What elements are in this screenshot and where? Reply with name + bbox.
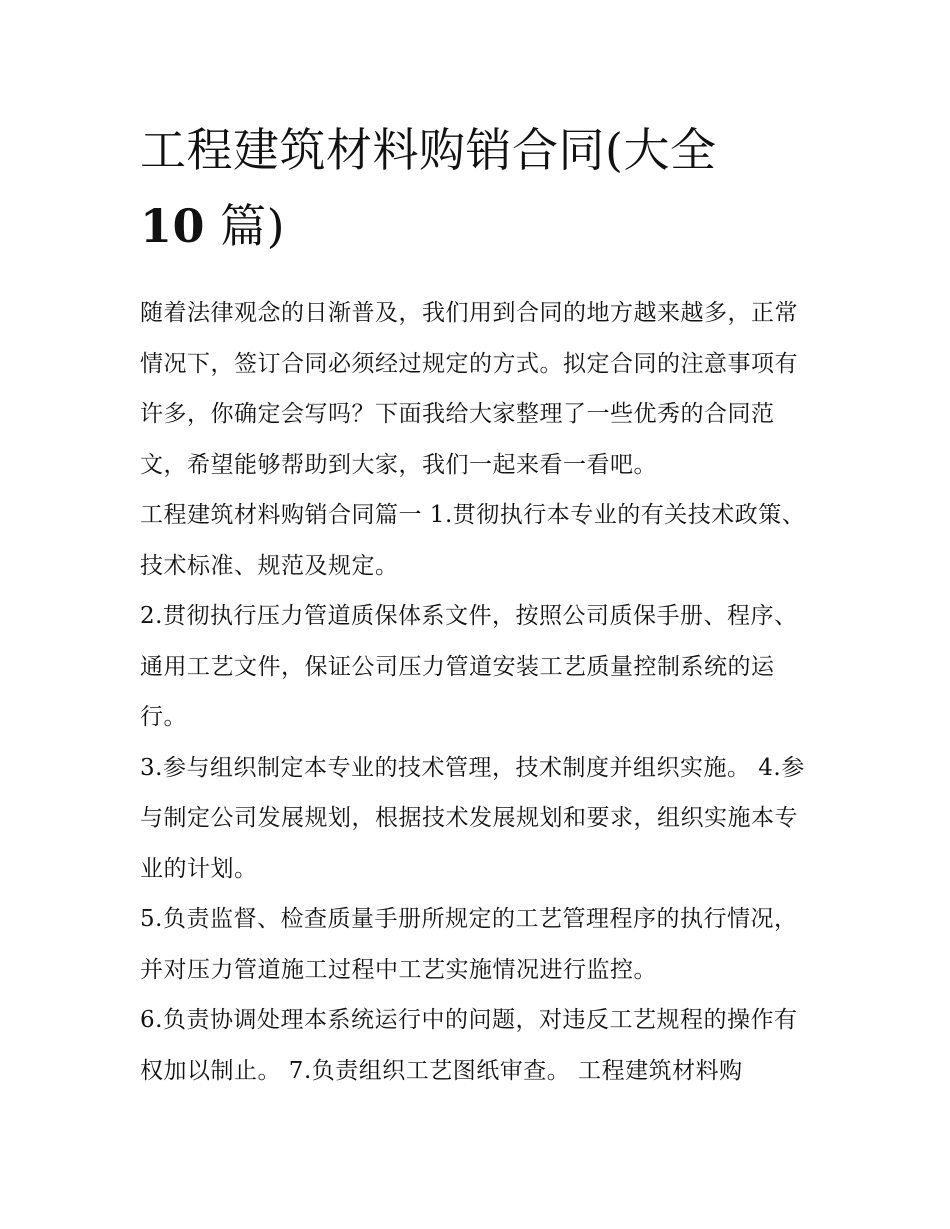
title-line-2: 篇)	[205, 199, 286, 253]
title-line-1: 工程建筑材料购销合同(大全	[140, 123, 717, 177]
title-number: 10	[140, 199, 206, 253]
paragraph-intro: 随着法律观念的日渐普及，我们用到合同的地方越来越多，正常情况下，签订合同必须经过规定的方式。拟定合同的注意事项有许多，你确定会写吗？下面我给大家整理了一些优秀的合同范文，希望能够帮助到大家，我们一起来看一看吧。	[140, 300, 798, 478]
paragraph-item-1: 工程建筑材料购销合同篇一 1.贯彻执行本专业的有关技术政策、技术标准、规范及规定。	[140, 502, 806, 579]
paragraph-item-3-4: 3.参与组织制定本专业的技术管理，技术制度并组织实施。 4.参与制定公司发展规划，根据技术发展规划和要求，组织实施本专业的计划。	[140, 754, 805, 882]
paragraph-item-6-7: 6.负责协调处理本系统运行中的问题，对违反工艺规程的操作有权加以制止。 7.负责组织工艺图纸审查。 工程建筑材料购	[140, 1007, 798, 1084]
paragraph-item-5: 5.负责监督、检查质量手册所规定的工艺管理程序的执行情况，并对压力管道施工过程中工艺实施情况进行监控。	[140, 906, 798, 983]
paragraph-item-2: 2.贯彻执行压力管道质保体系文件，按照公司质保手册、程序、通用工艺文件，保证公司压力管道安装工艺质量控制系统的运行。	[140, 603, 798, 730]
document-title	[140, 112, 820, 264]
